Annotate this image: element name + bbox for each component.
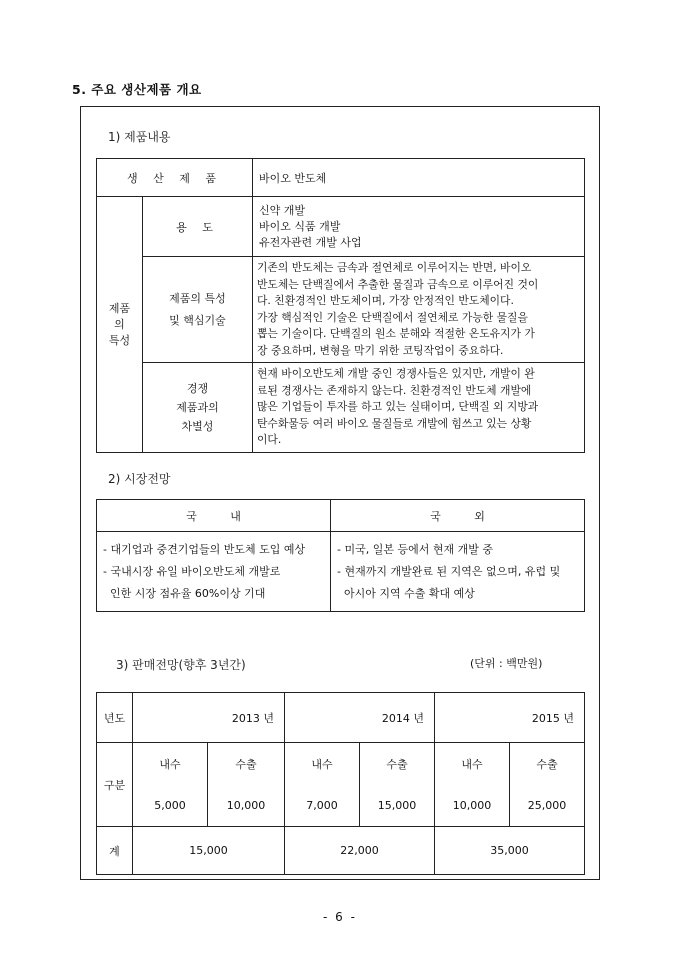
competition-line: 료된 경쟁사는 존재하지 않는다. 친환경적인 반도체 개발에 [257,383,532,397]
total-2015: 35,000 [490,844,529,857]
total-2014-cell [285,827,435,875]
sub-header: 내수 [159,757,181,771]
foreign-header: 국 외 [430,509,485,523]
value-cell [360,785,435,827]
value: 5,000 [154,798,186,812]
sub-header-cell [285,743,360,785]
competition-line: 많은 기업들이 투자를 하고 있는 실태이며, 단백질 외 지방과 [257,400,539,414]
sub-header: 내수 [461,757,483,771]
year-2013: 2013 년 [231,711,274,725]
year-2015-cell [435,693,585,743]
value-cell [133,785,208,827]
product-heading: 1) 제품내용 [108,130,171,144]
feature-line: 다. 친환경적인 반도체이며, 가장 안정적인 반도체이다. [257,294,514,307]
competition-cell [253,363,585,453]
sub-header-cell [360,743,435,785]
feature-label-line: 및 핵심기술 [169,313,226,327]
sales-heading: 3) 판매전망(향후 3년간) [116,658,246,672]
group-label-line: 제품 [108,301,131,315]
unit-label: (단위 : 백만원) [470,657,543,670]
group-label-line: 특성 [108,333,131,347]
competition-label-line: 차별성 [181,420,214,433]
competition-label-cell [143,363,253,453]
feature-label-cell [143,257,253,363]
domestic-line: - 대기업과 중견기업들의 반도체 도입 예상 [103,542,306,556]
value: 15,000 [377,798,417,812]
use-cell [253,197,585,257]
product-name-cell [253,159,585,197]
value: 7,000 [306,798,338,812]
market-table [96,499,585,612]
year-2014-cell [285,693,435,743]
feature-line: 기존의 반도체는 금속과 절연체로 이루어지는 반면, 바이오 [257,261,532,274]
foreign-line: 아시아 지역 수출 확대 예상 [337,586,475,600]
total-2013-cell [133,827,285,875]
feature-label-line: 제품의 특성 [169,291,226,305]
sub-header-cell [133,743,208,785]
feature-line: 장 중요하며, 변형을 막기 위한 코팅작업이 중요하다. [257,343,504,357]
competition-label-line: 제품과의 [176,401,219,414]
product-label-cell [97,159,253,197]
sub-header-cell [435,743,510,785]
competition-line: 이다. [257,433,282,447]
sub-header: 수출 [536,757,558,771]
feature-line: 반도체는 단백질에서 추출한 물질과 금속으로 이루어진 것이 [257,277,539,291]
use-line: 바이오 식품 개발 [259,219,341,233]
year-2013-cell [133,693,285,743]
section-title: 5. 주요 생산제품 개요 [72,82,202,97]
category-label-cell [97,743,133,827]
market-heading: 2) 시장전망 [108,472,171,486]
sub-header: 수출 [235,757,257,771]
value-cell [435,785,510,827]
competition-line: 탄수화물등 여러 바이오 물질들로 개발에 힘쓰고 있는 상황 [257,416,532,430]
domestic-line: 인한 시장 점유율 60%이상 기대 [103,586,266,600]
use-line: 신약 개발 [259,203,306,217]
year-2014: 2014 년 [381,711,424,725]
sub-header-cell [510,743,585,785]
group-label-line: 의 [114,317,125,331]
competition-label-line: 경쟁 [186,382,209,395]
domestic-header: 국 내 [186,509,241,523]
total-2013: 15,000 [189,844,228,857]
total-2015-cell [435,827,585,875]
total-2014: 22,000 [340,844,379,857]
value-cell [510,785,585,827]
sub-header: 내수 [311,757,333,771]
feature-group-label [97,197,143,453]
foreign-header-cell [331,500,585,532]
total-label-cell [97,827,133,875]
foreign-line: - 미국, 일본 등에서 현재 개발 중 [337,542,493,556]
year-label: 년도 [103,711,126,725]
value: 10,000 [226,798,266,812]
product-label: 생 산 제 품 [127,171,222,185]
product-table [96,158,585,453]
foreign-cell [331,532,585,612]
foreign-line: - 현재까지 개발완료 된 지역은 없으며, 유럽 및 [337,564,561,578]
feature-cell [253,257,585,363]
category-label: 구분 [103,778,126,792]
value: 10,000 [452,798,492,812]
sub-header: 수출 [386,757,408,771]
domestic-cell [97,532,331,612]
domestic-header-cell [97,500,331,532]
domestic-line: - 국내시장 유일 바이오반도체 개발로 [103,564,281,578]
feature-line: 가장 핵심적인 기술은 단백질에서 절연체로 가능한 물질을 [257,310,528,324]
year-label-cell [97,693,133,743]
value-cell [285,785,360,827]
total-label: 계 [109,844,120,858]
competition-line: 현재 바이오반도체 개발 중인 경쟁사들은 있지만, 개발이 완 [257,367,535,381]
value-cell [208,785,285,827]
use-line: 유전자관련 개발 사업 [259,235,362,249]
feature-line: 뽑는 기술이다. 단백질의 원소 분해와 적절한 온도유지가 가 [257,327,535,340]
value: 25,000 [527,798,567,812]
page-number: - 6 - [323,910,357,924]
sales-table [96,692,585,875]
use-label-cell [143,197,253,257]
year-2015: 2015 년 [531,711,574,725]
product-name: 바이오 반도체 [259,171,327,185]
use-label: 용 도 [176,220,219,234]
sub-header-cell [208,743,285,785]
